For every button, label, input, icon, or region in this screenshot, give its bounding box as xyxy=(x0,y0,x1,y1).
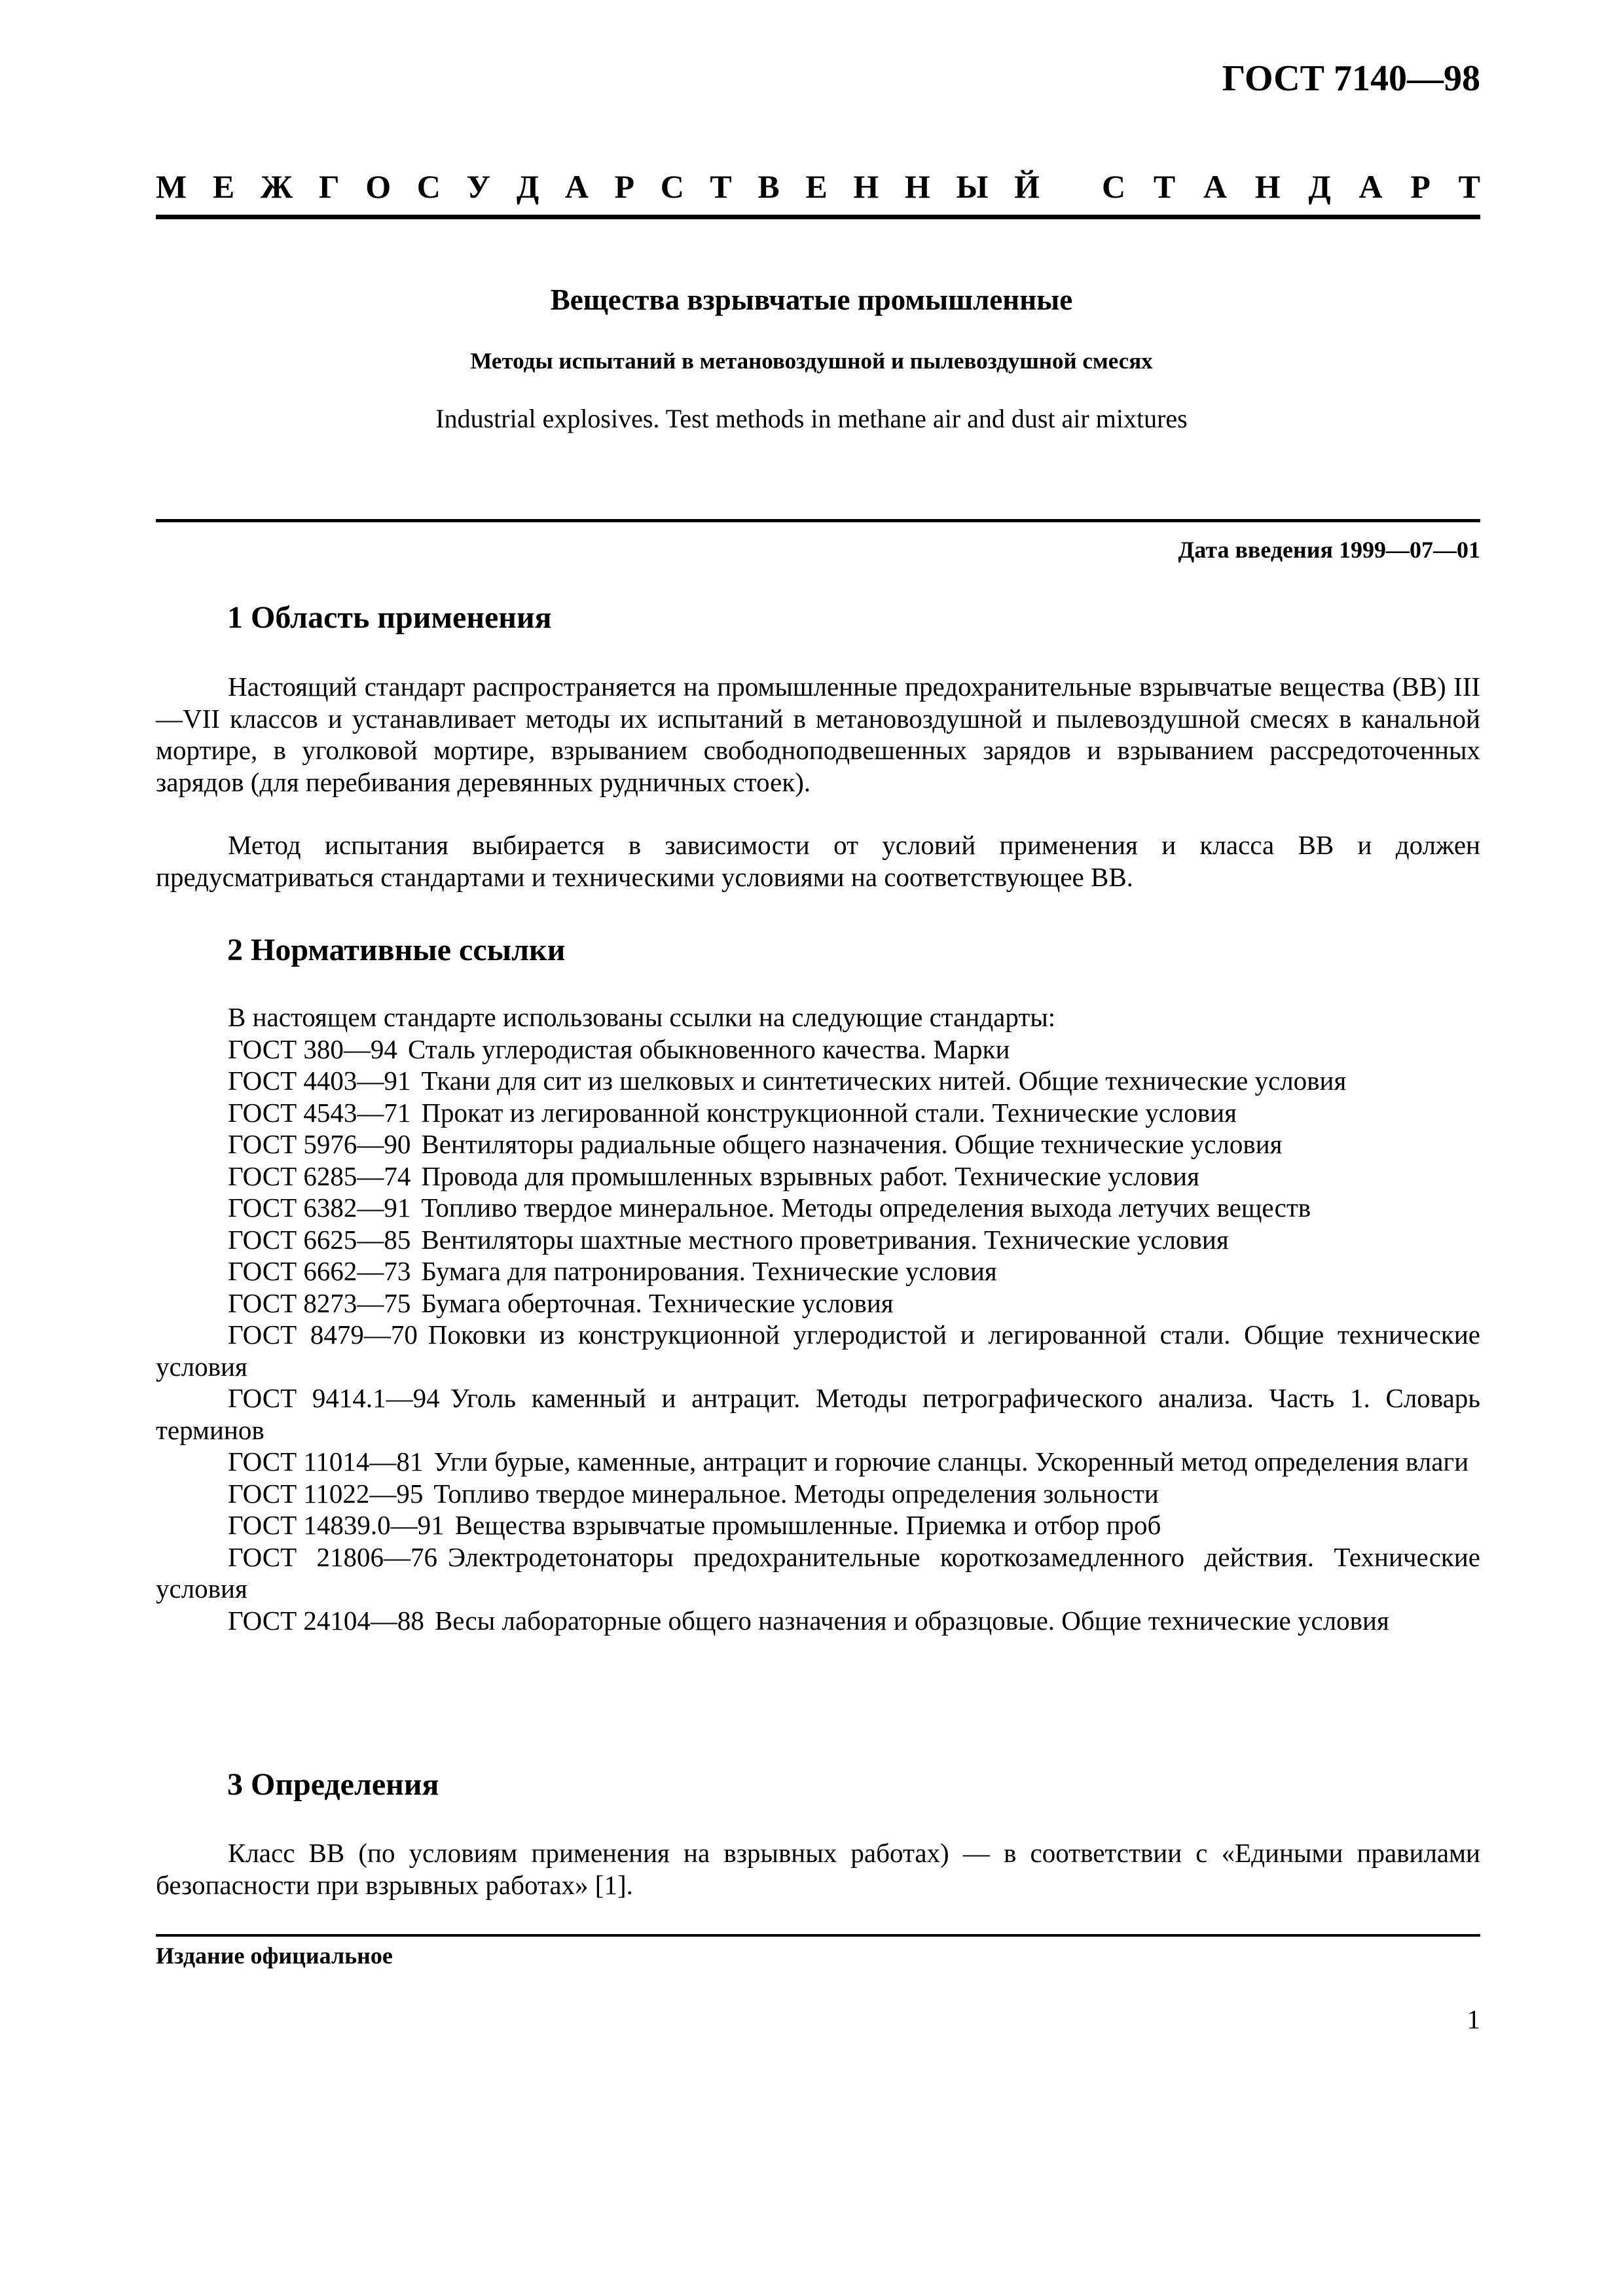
reference-title: Поковки из конструкционной углеродистой и легированной стали. Общие технические условия xyxy=(156,1319,1480,1382)
reference-item xyxy=(156,1192,1480,1224)
reference-title: Вентиляторы радиальные общего назначения. Общие технические условия xyxy=(421,1129,1283,1159)
reference-title: Угли бурые, каменные, антрацит и горючие сланцы. Ускоренный метод определения влаги xyxy=(433,1446,1469,1477)
introduction-date: Дата введения 1999—07—01 xyxy=(1178,537,1480,563)
reference-code: ГОСТ 380—94 xyxy=(228,1033,397,1064)
reference-title: Весы лабораторные общего назначения и образцовые. Общие технические условия xyxy=(434,1605,1389,1636)
reference-title: Электродетонаторы предохранительные короткозамедленного действия. Технические условия xyxy=(156,1541,1480,1604)
references-intro: В настоящем стандарте использованы ссылки на следующие стандарты: xyxy=(228,1002,1056,1032)
reference-item xyxy=(156,1319,1480,1382)
section-heading-references: 2 Нормативные ссылки xyxy=(227,933,566,967)
reference-code: ГОСТ 9414.1—94 xyxy=(228,1383,440,1413)
reference-item xyxy=(156,1509,1480,1541)
document-subtitle: Методы испытаний в метановоздушной и пылевоздушной смесях xyxy=(470,348,1153,374)
reference-item xyxy=(156,1287,1480,1319)
header-rule xyxy=(156,215,1480,219)
footer-rule xyxy=(156,1934,1480,1937)
scope-paragraph-2: Метод испытания выбирается в зависимости от условий применения и класса ВВ и должен предусматриваться стандартами и техническими условиями на соответствующее ВВ. xyxy=(156,830,1480,892)
reference-item xyxy=(156,1478,1480,1510)
reference-code: ГОСТ 14839.0—91 xyxy=(228,1510,445,1540)
banner-word-standard: С Т А Н Д А Р Т xyxy=(1102,168,1480,205)
banner-word-interstate: М Е Ж Г О С У Д А Р С Т В Е Н Н Ы Й xyxy=(156,168,1040,205)
reference-code: ГОСТ 5976—90 xyxy=(228,1129,411,1159)
reference-item xyxy=(156,1446,1480,1478)
reference-code: ГОСТ 6625—85 xyxy=(228,1224,411,1255)
reference-code: ГОСТ 6285—74 xyxy=(228,1160,411,1191)
reference-title: Сталь углеродистая обыкновенного качества. Марки xyxy=(407,1033,1010,1064)
scope-paragraph-1: Настоящий стандарт распространяется на промышленные предохранительные взрывчатые вещества (ВВ) III—VII классов и устанавливает методы их испытаний в метановоздушной и пылевоздушной смесях в канальной мортире, в уголковой мортире, взрыванием свободноподвешенных зарядов и взрыванием рассредоточенных зарядов (для перебивания деревянных рудничных стоек). xyxy=(156,672,1480,797)
reference-title: Топливо твердое минеральное. Методы определения зольности xyxy=(433,1478,1159,1509)
reference-code: ГОСТ 21806—76 xyxy=(228,1541,438,1572)
reference-title: Вентиляторы шахтные местного проветривания. Технические условия xyxy=(421,1224,1229,1255)
reference-item xyxy=(156,1128,1480,1160)
reference-title: Уголь каменный и антрацит. Методы петрографического анализа. Часть 1. Словарь терминов xyxy=(156,1383,1480,1445)
reference-code: ГОСТ 8273—75 xyxy=(228,1287,411,1318)
reference-code: ГОСТ 6662—73 xyxy=(228,1256,411,1286)
reference-code: ГОСТ 11014—81 xyxy=(228,1446,424,1477)
reference-code: ГОСТ 8479—70 xyxy=(228,1319,418,1350)
document-title: Вещества взрывчатые промышленные xyxy=(550,283,1073,316)
reference-item xyxy=(156,1541,1480,1605)
reference-item xyxy=(156,1065,1480,1097)
reference-item xyxy=(156,1097,1480,1129)
reference-code: ГОСТ 24104—88 xyxy=(228,1605,424,1636)
reference-code: ГОСТ 6382—91 xyxy=(228,1193,411,1223)
references-list xyxy=(156,1001,1480,1636)
reference-item xyxy=(156,1382,1480,1446)
definitions-paragraph: Класс ВВ (по условиям применения на взрывных работах) — в соответствии с «Едиными правилами безопасности при взрывных работах» [1]. xyxy=(156,1838,1480,1900)
reference-item xyxy=(156,1255,1480,1287)
reference-title: Вещества взрывчатые промышленные. Приемка и отбор проб xyxy=(454,1510,1161,1540)
reference-title: Бумага для патронирования. Технические условия xyxy=(421,1256,997,1286)
section-heading-scope: 1 Область применения xyxy=(227,600,552,635)
document-code: ГОСТ 7140—98 xyxy=(1222,58,1480,99)
reference-item xyxy=(156,1605,1480,1637)
reference-title: Топливо твердое минеральное. Методы определения выхода летучих веществ xyxy=(421,1193,1311,1223)
reference-item xyxy=(156,1033,1480,1066)
reference-title: Ткани для сит из шелковых и синтетических нитей. Общие технические условия xyxy=(421,1066,1347,1096)
reference-title: Бумага оберточная. Технические условия xyxy=(421,1287,894,1318)
reference-item xyxy=(156,1160,1480,1193)
document-title-english: Industrial explosives. Test methods in methane air and dust air mixtures xyxy=(435,404,1188,433)
standard-banner xyxy=(156,170,1480,203)
reference-code: ГОСТ 4543—71 xyxy=(228,1097,411,1128)
title-rule xyxy=(156,519,1480,522)
reference-code: ГОСТ 4403—91 xyxy=(228,1066,411,1096)
reference-code: ГОСТ 11022—95 xyxy=(228,1478,424,1509)
reference-title: Провода для промышленных взрывных работ. Технические условия xyxy=(421,1160,1199,1191)
page-number: 1 xyxy=(1467,2004,1480,2034)
edition-label: Издание официальное xyxy=(156,1943,393,1969)
reference-item xyxy=(156,1224,1480,1256)
section-heading-definitions: 3 Определения xyxy=(227,1767,439,1802)
reference-title: Прокат из легированной конструкционной стали. Технические условия xyxy=(421,1097,1237,1128)
